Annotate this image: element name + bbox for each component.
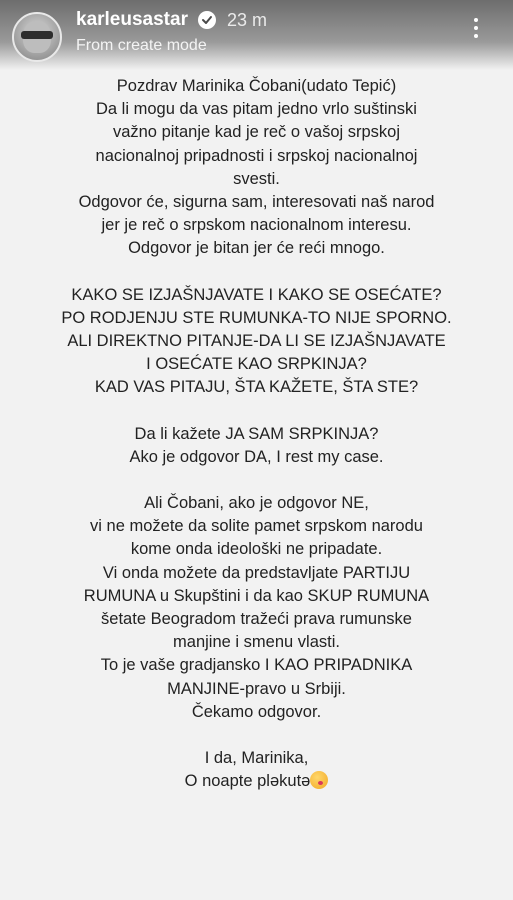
story-line: Ali Čobani, ako je odgovor NE, bbox=[144, 494, 369, 513]
story-line: vi ne možete da solite pamet srpskom narodu bbox=[90, 517, 423, 536]
story-line: RUMUNA u Skupštini i da kao SKUP RUMUNA bbox=[83, 586, 430, 605]
story-text bbox=[15, 75, 498, 793]
story-line: I da, Marinika, bbox=[204, 749, 309, 768]
story-line: To je vaše gradjansko I KAO PRIPADNIKA bbox=[100, 656, 413, 675]
story-line: Pozdrav Marinika Čobani(udato Tepić) bbox=[116, 77, 397, 95]
story-line: Odgovor je bitan jer će reći mnogo. bbox=[128, 239, 385, 258]
profile-avatar[interactable] bbox=[12, 12, 62, 62]
story-line: Čekamo odgovor. bbox=[191, 702, 322, 721]
story-line: Vi onda možete da predstavljate PARTIJU bbox=[102, 563, 411, 582]
story-line: I OSEĆATE KAO SRPKINJA? bbox=[146, 355, 367, 374]
username[interactable]: karleusastar bbox=[76, 9, 188, 30]
story-line: KAD VAS PITAJU, ŠTA KAŽETE, ŠTA STE? bbox=[94, 378, 419, 397]
story-line: Ako je odgovor DA, I rest my case. bbox=[129, 447, 384, 466]
story-line: PO RODJENJU STE RUMUNKA-TO NIJE SPORNO. bbox=[61, 308, 452, 327]
story-line: O noapte plәkutә bbox=[184, 772, 311, 791]
story-line: MANJINE-pravo u Srbiji. bbox=[167, 679, 346, 698]
story-paragraph bbox=[15, 284, 498, 400]
story-line: nacionalnoj pripadnosti i srpskoj nacionalnoj bbox=[95, 146, 418, 165]
story-line: Odgovor će, sigurna sam, interesovati naš narod bbox=[78, 193, 435, 212]
story-line: manjine i smenu vlasti. bbox=[173, 633, 340, 652]
verified-icon bbox=[198, 11, 216, 29]
story-line: Da li mogu da vas pitam jedno vrlo suštinski bbox=[96, 100, 417, 119]
story-paragraph bbox=[15, 747, 498, 793]
story-line: ALI DIREKTNO PITANJE-DA LI SE IZJAŠNJAVATE bbox=[67, 332, 446, 351]
avatar-glasses bbox=[21, 31, 53, 39]
story-header bbox=[0, 0, 513, 70]
story-line: šetate Beogradom tražeći prava rumunske bbox=[101, 610, 412, 629]
kissing-face-emoji-icon bbox=[310, 771, 328, 789]
story-line: važno pitanje kad je reč o vašoj srpskoj bbox=[112, 123, 401, 142]
story-line: jer je reč o srpskom nacionalnom interesu. bbox=[101, 216, 412, 235]
story-line: KAKO SE IZJAŠNJAVATE I KAKO SE OSEĆATE? bbox=[71, 285, 442, 304]
story-line: svesti. bbox=[233, 169, 280, 188]
more-options-icon[interactable] bbox=[474, 18, 480, 44]
story-line: kome onda ideološki ne pripadate. bbox=[130, 540, 383, 559]
story-paragraph bbox=[15, 75, 498, 261]
create-mode-label: From create mode bbox=[76, 37, 207, 54]
post-time: 23 m bbox=[227, 10, 268, 30]
story-paragraph bbox=[15, 492, 498, 724]
story-line: Da li kažete JA SAM SRPKINJA? bbox=[134, 424, 379, 443]
story-paragraph bbox=[15, 423, 498, 469]
